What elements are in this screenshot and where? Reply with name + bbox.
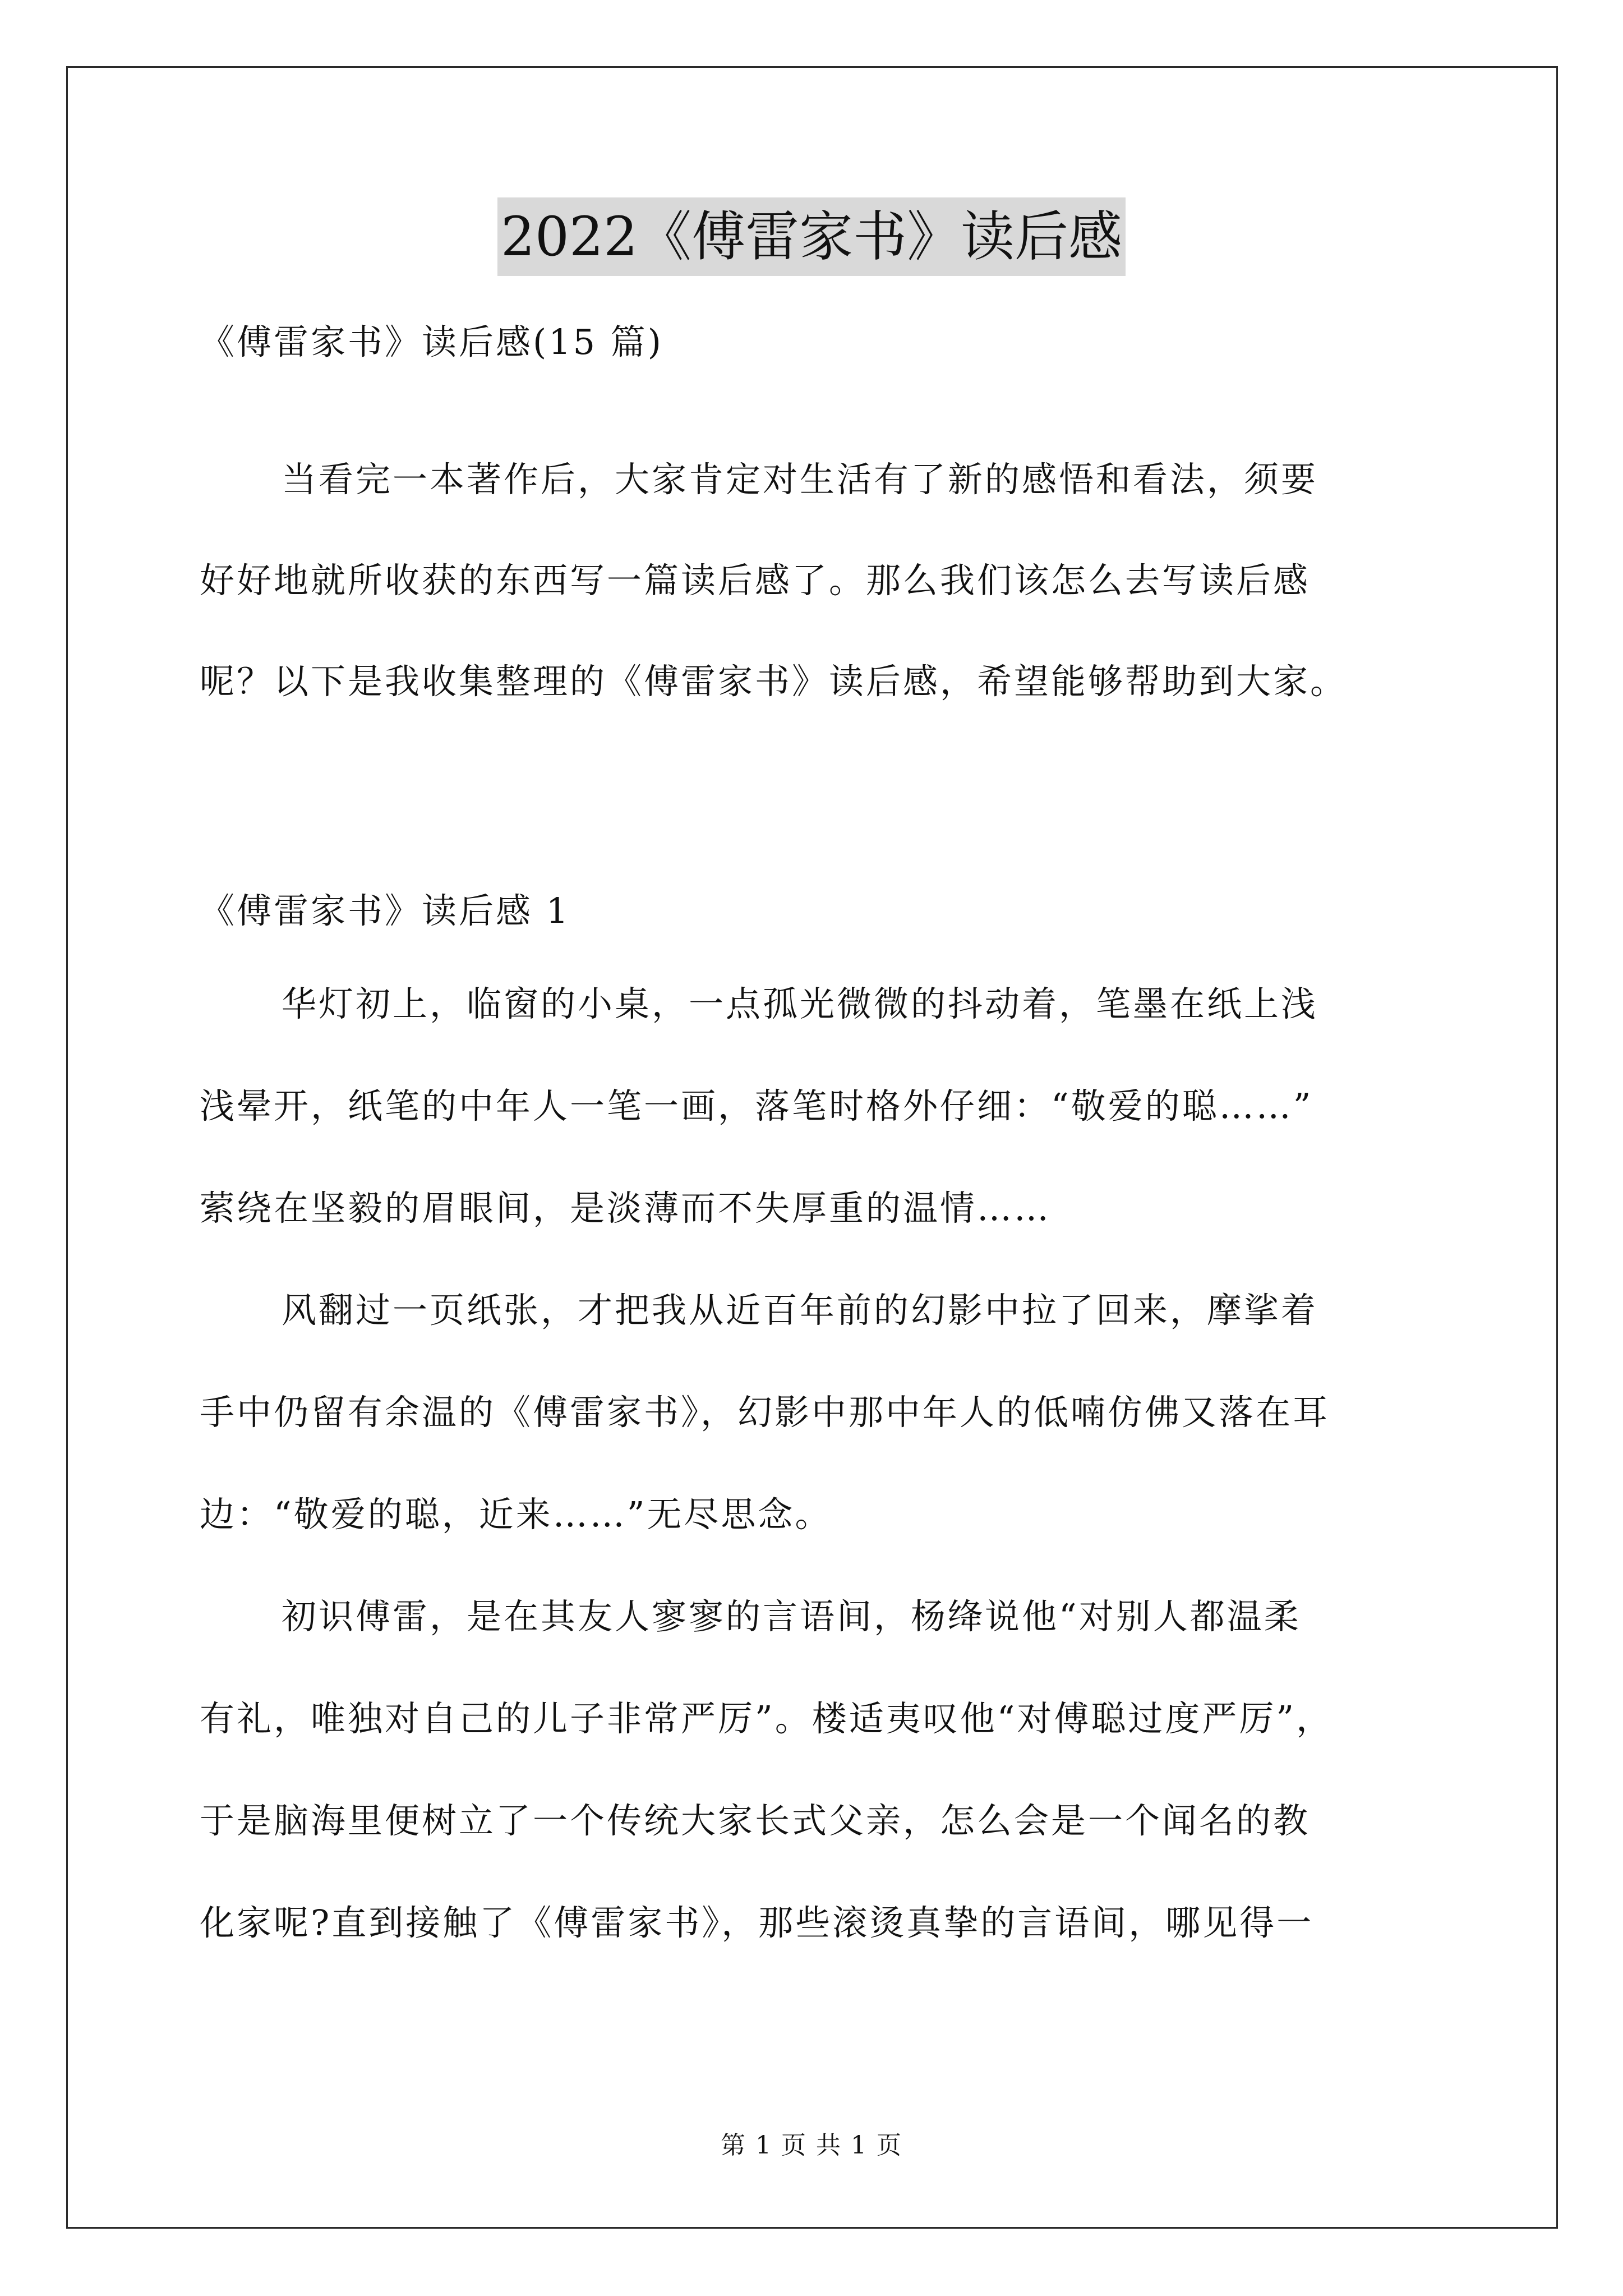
intro-line: 好好地就所收获的东西写一篇读后感了。那么我们该怎么去写读后感 xyxy=(200,560,1311,601)
body-line: 化家呢?直到接触了《傅雷家书》，那些滚烫真挚的言语间，哪见得一 xyxy=(200,1902,1314,1943)
section-heading-block xyxy=(200,883,1433,939)
body-text xyxy=(200,976,1433,1997)
page-footer: 第 1 页 共 1 页 xyxy=(721,2131,902,2160)
body-line: 华灯初上，临窗的小桌，一点孤光微微的抖动着，笔墨在纸上浅 xyxy=(282,983,1318,1024)
body-line: 于是脑海里便树立了一个传统大家长式父亲，怎么会是一个闻名的教 xyxy=(200,1800,1311,1841)
title-container xyxy=(0,197,1623,276)
body-line: 手中仍留有余温的《傅雷家书》，幻影中那中年人的低喃仿佛又落在耳 xyxy=(200,1392,1330,1433)
section-heading: 《傅雷家书》读后感 1 xyxy=(200,890,571,931)
document-title: 2022《傅雷家书》读后感 xyxy=(497,197,1126,276)
body-line: 浅晕开，纸笔的中年人一笔一画，落笔时格外仔细：“敬爱的聪……” xyxy=(200,1085,1313,1126)
body-line: 边：“敬爱的聪，近来……”无尽思念。 xyxy=(200,1494,832,1535)
intro-line: 呢？以下是我收集整理的《傅雷家书》读后感，希望能够帮助到大家。 xyxy=(200,661,1348,702)
body-line: 有礼，唯独对自己的儿子非常严厉”。楼适夷叹他“对傅聪过度严厉”， xyxy=(200,1698,1334,1739)
body-line: 萦绕在坚毅的眉眼间，是淡薄而不失厚重的温情…… xyxy=(200,1188,1052,1228)
intro-line: 当看完一本著作后，大家肯定对生活有了新的感悟和看法，须要 xyxy=(282,459,1318,500)
subtitle-block xyxy=(200,314,1433,370)
intro-paragraph xyxy=(200,452,1433,754)
document-subtitle: 《傅雷家书》读后感(15 篇) xyxy=(200,321,663,362)
body-line: 风翻过一页纸张，才把我从近百年前的幻影中拉了回来，摩挲着 xyxy=(282,1290,1318,1331)
body-line: 初识傅雷，是在其友人寥寥的言语间，杨绛说他“对别人都温柔 xyxy=(282,1596,1301,1637)
